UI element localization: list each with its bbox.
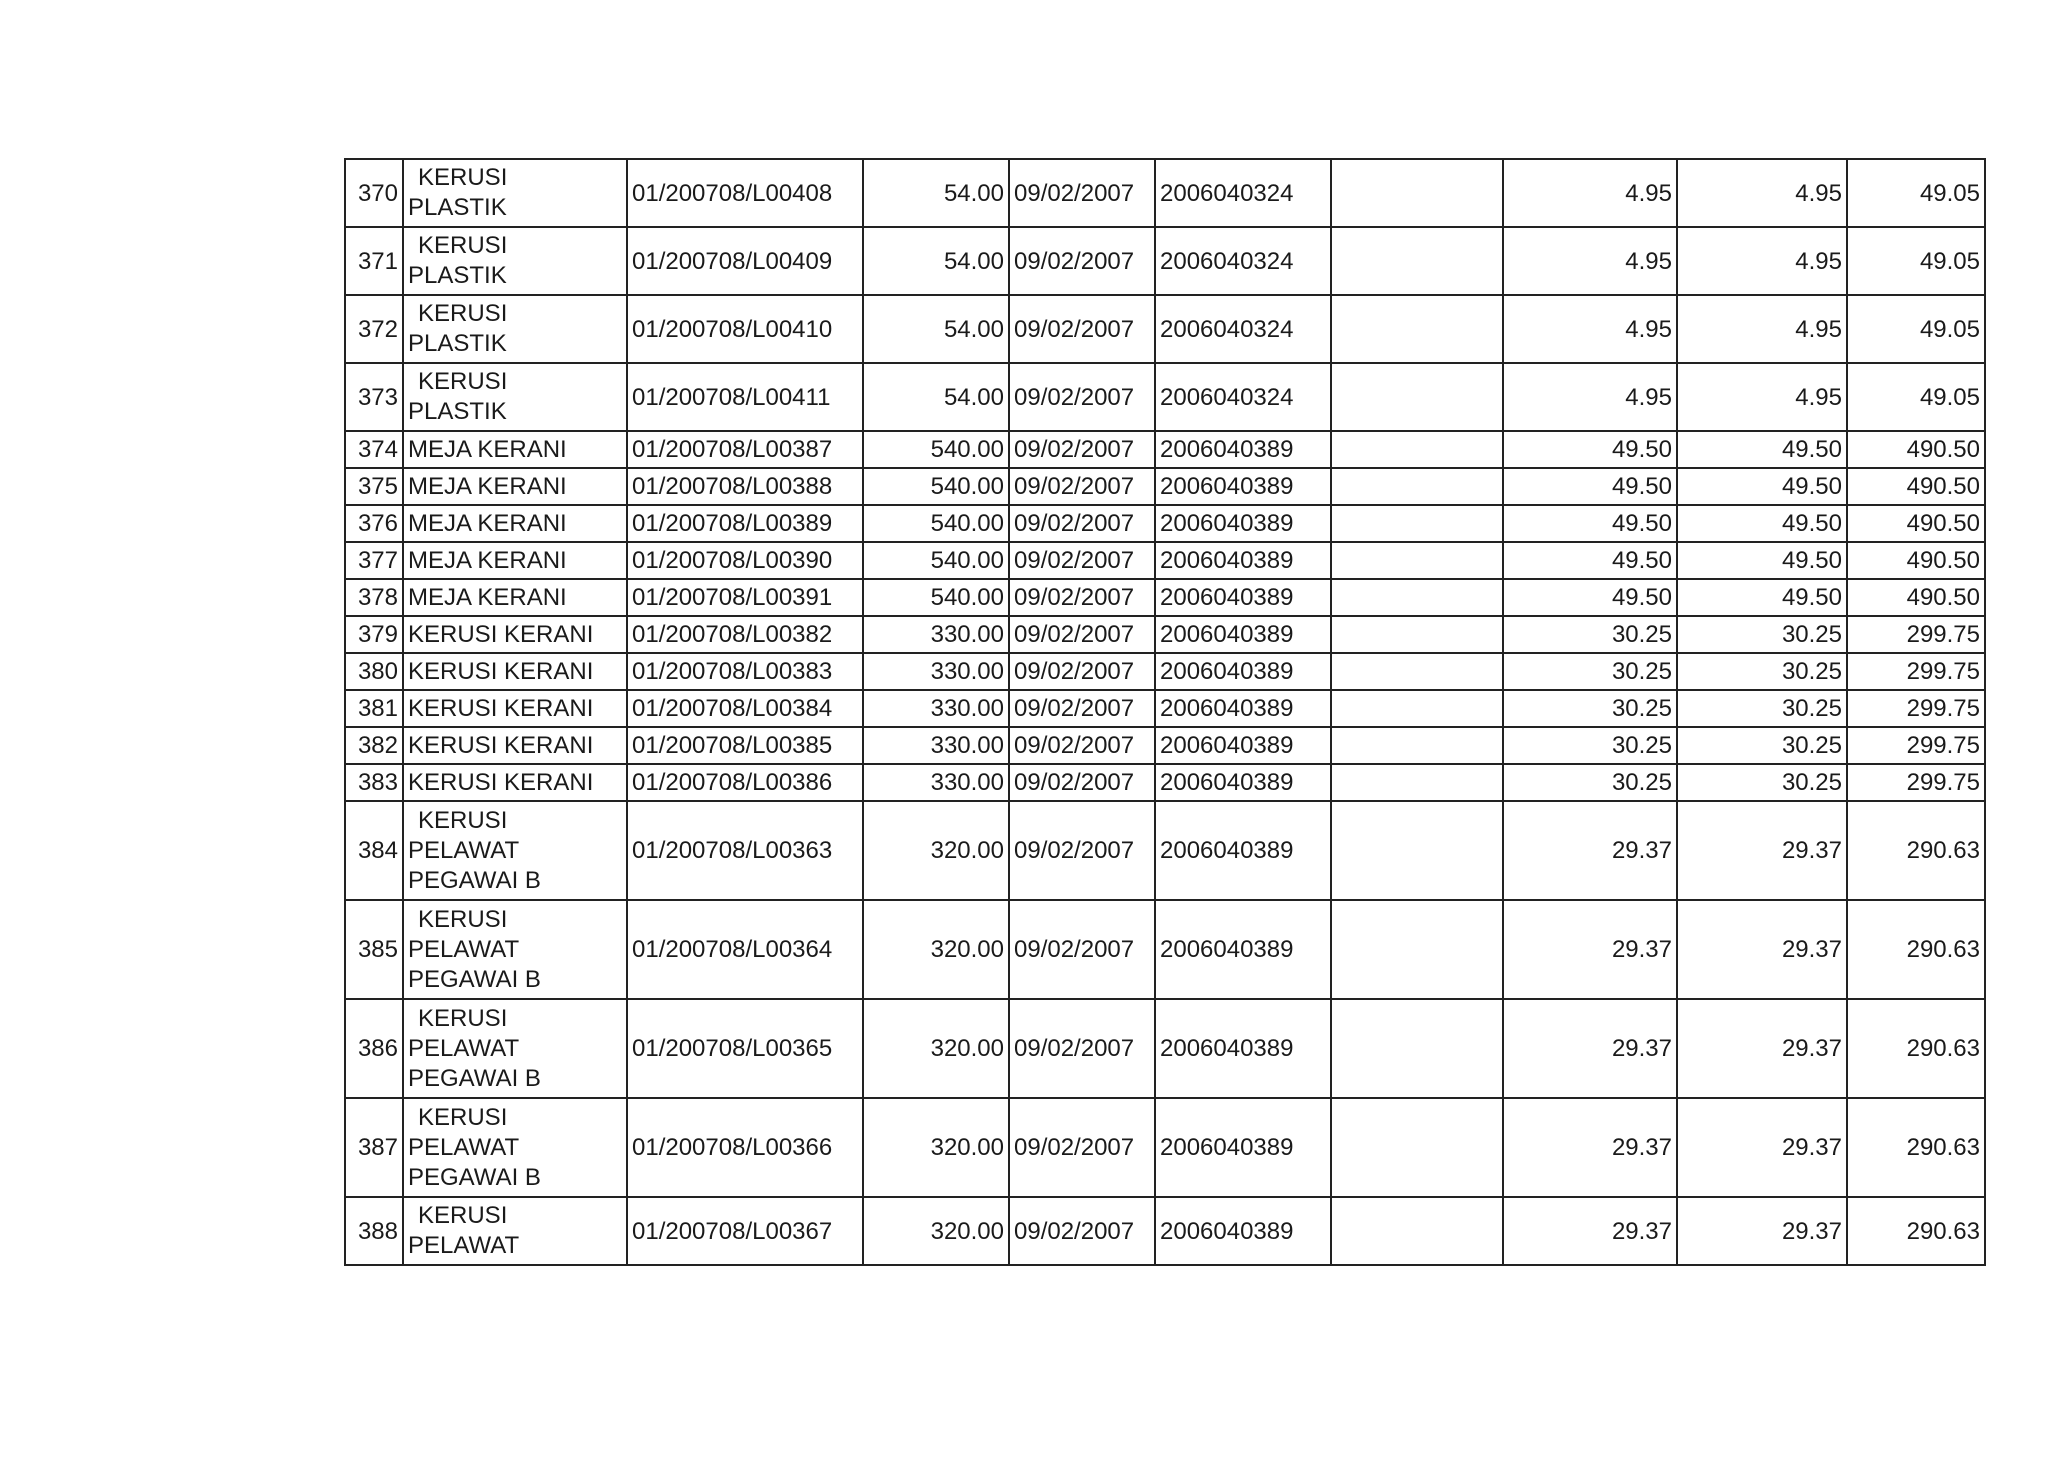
item-name-line: KERUSI KERANI [408, 657, 594, 685]
value-2-cell: 49.50 [1677, 468, 1847, 505]
row-number-cell: 384 [345, 801, 403, 900]
value-2-cell: 29.37 [1677, 999, 1847, 1098]
value-1-cell: 49.50 [1503, 505, 1677, 542]
value-1-cell: 4.95 [1503, 159, 1677, 227]
cost-cell: 540.00 [863, 431, 1009, 468]
reference-cell: 2006040389 [1155, 542, 1331, 579]
value-1-cell: 49.50 [1503, 542, 1677, 579]
date-cell: 09/02/2007 [1009, 999, 1155, 1098]
reference-cell: 2006040389 [1155, 616, 1331, 653]
asset-code-cell: 01/200708/L00409 [627, 227, 863, 295]
value-2-cell: 49.50 [1677, 579, 1847, 616]
reference-cell: 2006040389 [1155, 1098, 1331, 1197]
cost-cell: 540.00 [863, 542, 1009, 579]
item-name-line: PEGAWAI B [408, 965, 541, 993]
item-name-line: PLASTIK [408, 330, 507, 357]
empty-cell [1331, 653, 1503, 690]
value-3-cell: 490.50 [1847, 542, 1985, 579]
value-2-cell: 49.50 [1677, 542, 1847, 579]
table-row [345, 764, 1985, 801]
item-name-cell [403, 1197, 627, 1265]
table-row [345, 431, 1985, 468]
item-name-line: KERUSI [418, 232, 508, 259]
item-name-line: KERUSI [418, 164, 508, 191]
value-3-cell: 290.63 [1847, 1098, 1985, 1197]
value-1-cell: 49.50 [1503, 579, 1677, 616]
asset-code-cell: 01/200708/L00367 [627, 1197, 863, 1265]
item-name-cell [403, 542, 627, 579]
table-row [345, 1197, 1985, 1265]
item-name-cell [403, 159, 627, 227]
table-row [345, 900, 1985, 999]
value-2-cell: 4.95 [1677, 159, 1847, 227]
empty-cell [1331, 764, 1503, 801]
empty-cell [1331, 431, 1503, 468]
item-name-line: KERUSI KERANI [408, 731, 594, 759]
value-1-cell: 49.50 [1503, 431, 1677, 468]
value-1-cell: 29.37 [1503, 801, 1677, 900]
value-3-cell: 490.50 [1847, 579, 1985, 616]
item-name-line: MEJA KERANI [408, 435, 567, 463]
item-name-cell [403, 1098, 627, 1197]
value-1-cell: 29.37 [1503, 999, 1677, 1098]
empty-cell [1331, 505, 1503, 542]
table-body [345, 159, 1985, 1265]
empty-cell [1331, 227, 1503, 295]
row-number-cell: 376 [345, 505, 403, 542]
empty-cell [1331, 579, 1503, 616]
reference-cell: 2006040389 [1155, 653, 1331, 690]
value-3-cell: 490.50 [1847, 431, 1985, 468]
empty-cell [1331, 363, 1503, 431]
cost-cell: 320.00 [863, 801, 1009, 900]
value-2-cell: 29.37 [1677, 1197, 1847, 1265]
value-1-cell: 4.95 [1503, 363, 1677, 431]
cost-cell: 540.00 [863, 579, 1009, 616]
cost-cell: 320.00 [863, 1197, 1009, 1265]
item-name-cell [403, 764, 627, 801]
item-name-line: PELAWAT [408, 935, 520, 963]
asset-code-cell: 01/200708/L00386 [627, 764, 863, 801]
item-name-cell [403, 579, 627, 616]
date-cell: 09/02/2007 [1009, 431, 1155, 468]
value-3-cell: 49.05 [1847, 159, 1985, 227]
asset-code-cell: 01/200708/L00382 [627, 616, 863, 653]
row-number-cell: 371 [345, 227, 403, 295]
table-row [345, 653, 1985, 690]
empty-cell [1331, 1197, 1503, 1265]
table-row [345, 295, 1985, 363]
value-3-cell: 299.75 [1847, 616, 1985, 653]
item-name-line: KERUSI KERANI [408, 620, 594, 648]
table-row [345, 468, 1985, 505]
reference-cell: 2006040389 [1155, 468, 1331, 505]
table-row [345, 616, 1985, 653]
asset-code-cell: 01/200708/L00408 [627, 159, 863, 227]
reference-cell: 2006040389 [1155, 999, 1331, 1098]
cost-cell: 330.00 [863, 653, 1009, 690]
value-1-cell: 30.25 [1503, 653, 1677, 690]
empty-cell [1331, 542, 1503, 579]
row-number-cell: 388 [345, 1197, 403, 1265]
cost-cell: 330.00 [863, 764, 1009, 801]
cost-cell: 330.00 [863, 690, 1009, 727]
empty-cell [1331, 1098, 1503, 1197]
value-3-cell: 490.50 [1847, 468, 1985, 505]
table-row [345, 999, 1985, 1098]
value-3-cell: 299.75 [1847, 764, 1985, 801]
item-name-cell [403, 363, 627, 431]
item-name-line: KERUSI [418, 1202, 508, 1229]
item-name-line: PELAWAT [408, 836, 520, 864]
cost-cell: 320.00 [863, 1098, 1009, 1197]
item-name-line: MEJA KERANI [408, 472, 567, 500]
cost-cell: 330.00 [863, 616, 1009, 653]
date-cell: 09/02/2007 [1009, 653, 1155, 690]
cost-cell: 540.00 [863, 468, 1009, 505]
reference-cell: 2006040324 [1155, 227, 1331, 295]
row-number-cell: 382 [345, 727, 403, 764]
date-cell: 09/02/2007 [1009, 159, 1155, 227]
item-name-line: KERUSI [418, 300, 508, 327]
table-row [345, 542, 1985, 579]
reference-cell: 2006040389 [1155, 1197, 1331, 1265]
row-number-cell: 381 [345, 690, 403, 727]
value-3-cell: 290.63 [1847, 801, 1985, 900]
date-cell: 09/02/2007 [1009, 1197, 1155, 1265]
value-1-cell: 49.50 [1503, 468, 1677, 505]
value-3-cell: 299.75 [1847, 727, 1985, 764]
value-2-cell: 4.95 [1677, 227, 1847, 295]
item-name-cell [403, 227, 627, 295]
value-3-cell: 49.05 [1847, 295, 1985, 363]
item-name-cell [403, 468, 627, 505]
date-cell: 09/02/2007 [1009, 505, 1155, 542]
table-row [345, 690, 1985, 727]
row-number-cell: 377 [345, 542, 403, 579]
value-3-cell: 299.75 [1847, 653, 1985, 690]
row-number-cell: 374 [345, 431, 403, 468]
item-name-cell [403, 900, 627, 999]
empty-cell [1331, 295, 1503, 363]
asset-code-cell: 01/200708/L00385 [627, 727, 863, 764]
cost-cell: 320.00 [863, 900, 1009, 999]
cost-cell: 54.00 [863, 227, 1009, 295]
value-1-cell: 30.25 [1503, 690, 1677, 727]
item-name-line: PELAWAT [408, 1034, 520, 1062]
item-name-line: KERUSI [418, 368, 508, 395]
table-row [345, 505, 1985, 542]
row-number-cell: 373 [345, 363, 403, 431]
date-cell: 09/02/2007 [1009, 616, 1155, 653]
value-2-cell: 49.50 [1677, 431, 1847, 468]
item-name-line: KERUSI [418, 806, 508, 834]
reference-cell: 2006040324 [1155, 295, 1331, 363]
table-row [345, 227, 1985, 295]
value-2-cell: 29.37 [1677, 1098, 1847, 1197]
value-1-cell: 30.25 [1503, 727, 1677, 764]
reference-cell: 2006040389 [1155, 764, 1331, 801]
row-number-cell: 375 [345, 468, 403, 505]
cost-cell: 540.00 [863, 505, 1009, 542]
asset-code-cell: 01/200708/L00389 [627, 505, 863, 542]
value-2-cell: 29.37 [1677, 900, 1847, 999]
asset-code-cell: 01/200708/L00383 [627, 653, 863, 690]
item-name-cell [403, 505, 627, 542]
empty-cell [1331, 690, 1503, 727]
asset-code-cell: 01/200708/L00366 [627, 1098, 863, 1197]
asset-code-cell: 01/200708/L00384 [627, 690, 863, 727]
reference-cell: 2006040324 [1155, 159, 1331, 227]
item-name-cell [403, 999, 627, 1098]
value-2-cell: 30.25 [1677, 764, 1847, 801]
value-1-cell: 30.25 [1503, 764, 1677, 801]
row-number-cell: 372 [345, 295, 403, 363]
row-number-cell: 370 [345, 159, 403, 227]
cost-cell: 54.00 [863, 159, 1009, 227]
item-name-cell [403, 727, 627, 764]
item-name-line: PLASTIK [408, 194, 507, 221]
reference-cell: 2006040389 [1155, 505, 1331, 542]
reference-cell: 2006040389 [1155, 900, 1331, 999]
item-name-line: PEGAWAI B [408, 866, 541, 894]
reference-cell: 2006040389 [1155, 801, 1331, 900]
item-name-line: MEJA KERANI [408, 546, 567, 574]
date-cell: 09/02/2007 [1009, 295, 1155, 363]
value-3-cell: 290.63 [1847, 999, 1985, 1098]
row-number-cell: 379 [345, 616, 403, 653]
item-name-cell [403, 295, 627, 363]
value-2-cell: 49.50 [1677, 505, 1847, 542]
item-name-line: KERUSI KERANI [408, 768, 594, 796]
asset-code-cell: 01/200708/L00363 [627, 801, 863, 900]
value-2-cell: 4.95 [1677, 363, 1847, 431]
value-1-cell: 29.37 [1503, 900, 1677, 999]
empty-cell [1331, 468, 1503, 505]
cost-cell: 330.00 [863, 727, 1009, 764]
value-1-cell: 29.37 [1503, 1098, 1677, 1197]
asset-code-cell: 01/200708/L00391 [627, 579, 863, 616]
empty-cell [1331, 900, 1503, 999]
reference-cell: 2006040389 [1155, 690, 1331, 727]
date-cell: 09/02/2007 [1009, 690, 1155, 727]
value-1-cell: 29.37 [1503, 1197, 1677, 1265]
empty-cell [1331, 616, 1503, 653]
date-cell: 09/02/2007 [1009, 900, 1155, 999]
date-cell: 09/02/2007 [1009, 363, 1155, 431]
value-2-cell: 30.25 [1677, 690, 1847, 727]
date-cell: 09/02/2007 [1009, 727, 1155, 764]
table-row [345, 159, 1985, 227]
item-name-line: KERUSI [418, 905, 508, 933]
item-name-cell [403, 690, 627, 727]
date-cell: 09/02/2007 [1009, 764, 1155, 801]
value-3-cell: 490.50 [1847, 505, 1985, 542]
value-1-cell: 4.95 [1503, 295, 1677, 363]
item-name-line: PLASTIK [408, 398, 507, 425]
item-name-line: KERUSI KERANI [408, 694, 594, 722]
item-name-cell [403, 616, 627, 653]
row-number-cell: 380 [345, 653, 403, 690]
item-name-cell [403, 801, 627, 900]
cost-cell: 54.00 [863, 295, 1009, 363]
table-row [345, 579, 1985, 616]
value-3-cell: 290.63 [1847, 900, 1985, 999]
date-cell: 09/02/2007 [1009, 1098, 1155, 1197]
reference-cell: 2006040389 [1155, 727, 1331, 764]
value-1-cell: 30.25 [1503, 616, 1677, 653]
item-name-line: PEGAWAI B [408, 1064, 541, 1092]
reference-cell: 2006040324 [1155, 363, 1331, 431]
item-name-line: KERUSI [418, 1004, 508, 1032]
date-cell: 09/02/2007 [1009, 801, 1155, 900]
item-name-line: MEJA KERANI [408, 509, 567, 537]
reference-cell: 2006040389 [1155, 579, 1331, 616]
date-cell: 09/02/2007 [1009, 579, 1155, 616]
row-number-cell: 378 [345, 579, 403, 616]
item-name-line: PLASTIK [408, 262, 507, 289]
asset-code-cell: 01/200708/L00388 [627, 468, 863, 505]
item-name-line: PELAWAT [408, 1133, 520, 1161]
value-2-cell: 30.25 [1677, 653, 1847, 690]
asset-code-cell: 01/200708/L00387 [627, 431, 863, 468]
table-row [345, 727, 1985, 764]
table-row [345, 1098, 1985, 1197]
row-number-cell: 387 [345, 1098, 403, 1197]
value-2-cell: 29.37 [1677, 801, 1847, 900]
table-row [345, 801, 1985, 900]
item-name-line: MEJA KERANI [408, 583, 567, 611]
asset-table [344, 158, 1986, 1266]
item-name-line: PEGAWAI B [408, 1163, 541, 1191]
reference-cell: 2006040389 [1155, 431, 1331, 468]
table-row [345, 363, 1985, 431]
cost-cell: 320.00 [863, 999, 1009, 1098]
row-number-cell: 386 [345, 999, 403, 1098]
value-3-cell: 290.63 [1847, 1197, 1985, 1265]
empty-cell [1331, 801, 1503, 900]
date-cell: 09/02/2007 [1009, 468, 1155, 505]
asset-code-cell: 01/200708/L00364 [627, 900, 863, 999]
asset-code-cell: 01/200708/L00390 [627, 542, 863, 579]
value-3-cell: 49.05 [1847, 363, 1985, 431]
cost-cell: 54.00 [863, 363, 1009, 431]
asset-code-cell: 01/200708/L00411 [627, 363, 863, 431]
date-cell: 09/02/2007 [1009, 542, 1155, 579]
row-number-cell: 385 [345, 900, 403, 999]
value-2-cell: 4.95 [1677, 295, 1847, 363]
value-2-cell: 30.25 [1677, 616, 1847, 653]
value-3-cell: 49.05 [1847, 227, 1985, 295]
item-name-line: KERUSI [418, 1103, 508, 1131]
empty-cell [1331, 999, 1503, 1098]
asset-code-cell: 01/200708/L00410 [627, 295, 863, 363]
item-name-line: PELAWAT [408, 1232, 520, 1259]
empty-cell [1331, 159, 1503, 227]
item-name-cell [403, 653, 627, 690]
value-2-cell: 30.25 [1677, 727, 1847, 764]
value-3-cell: 299.75 [1847, 690, 1985, 727]
value-1-cell: 4.95 [1503, 227, 1677, 295]
date-cell: 09/02/2007 [1009, 227, 1155, 295]
asset-code-cell: 01/200708/L00365 [627, 999, 863, 1098]
row-number-cell: 383 [345, 764, 403, 801]
item-name-cell [403, 431, 627, 468]
empty-cell [1331, 727, 1503, 764]
